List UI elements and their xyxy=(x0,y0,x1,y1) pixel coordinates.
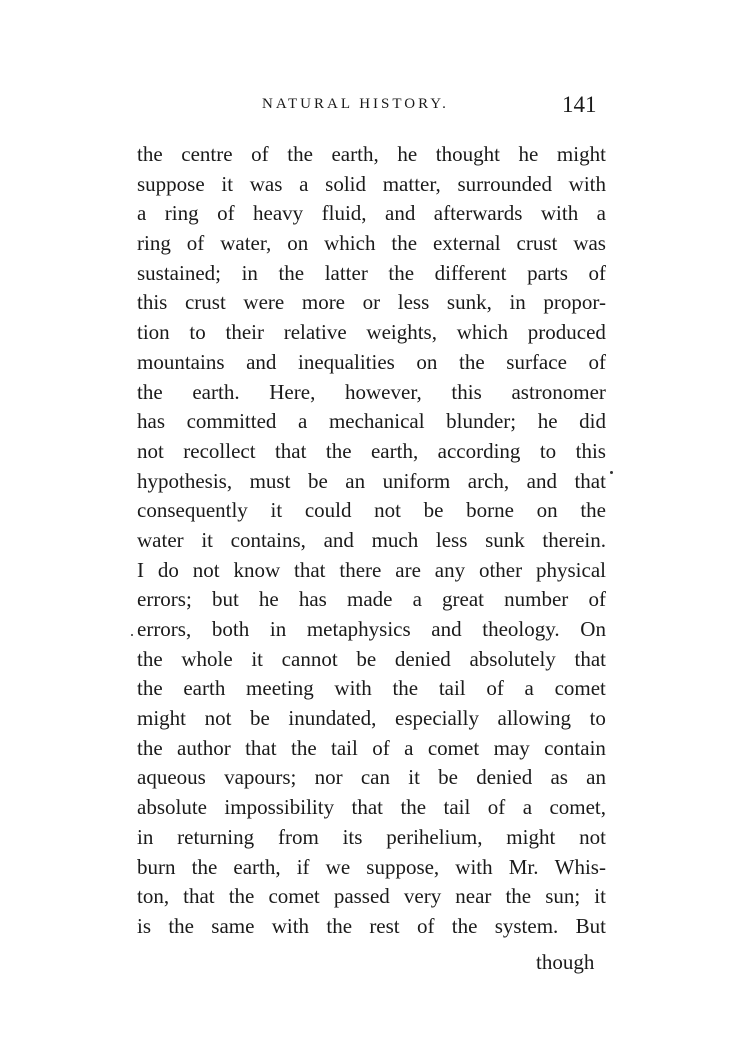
text-line: errors, both in metaphysics and theology. On xyxy=(137,617,606,641)
text-line: in returning from its perihelium, might not xyxy=(137,824,606,849)
text-line: this crust were more or less sunk, in propor- xyxy=(137,290,606,315)
body-text xyxy=(137,140,606,942)
text-line: tion to their relative weights, which produced xyxy=(137,320,606,345)
text-line: might not be inundated, especially allowing to xyxy=(137,706,606,731)
text-line: the earth meeting with the tail of a comet xyxy=(137,676,606,701)
running-head xyxy=(0,92,750,126)
text-line: the author that the tail of a comet may contain xyxy=(137,735,606,760)
text-line: burn the earth, if we suppose, with Mr. Whis- xyxy=(137,854,606,879)
catchword: though xyxy=(536,950,595,974)
text-line: a ring of heavy fluid, and afterwards with a xyxy=(137,201,606,226)
text-line: ton, that the comet passed very near the sun; it xyxy=(137,884,606,909)
text-line: aqueous vapours; nor can it be denied as an xyxy=(137,765,606,790)
running-title: NATURAL HISTORY. xyxy=(262,96,449,112)
text-line: I do not know that there are any other physical xyxy=(137,557,606,582)
text-line: mountains and inequalities on the surface of xyxy=(137,349,606,374)
page-number: 141 xyxy=(562,92,597,117)
text-line: not recollect that the earth, according to this xyxy=(137,438,606,463)
text-line: absolute impossibility that the tail of a comet, xyxy=(137,795,606,820)
text-line: the centre of the earth, he thought he might xyxy=(137,142,606,166)
text-line: water it contains, and much less sunk therein. xyxy=(137,527,606,552)
text-line: hypothesis, must be an uniform arch, and that xyxy=(137,468,606,493)
text-line: the earth. Here, however, this astronomer xyxy=(137,379,606,404)
text-line: consequently it could not be borne on the xyxy=(137,498,606,523)
text-line: ring of water, on which the external crust was xyxy=(137,231,606,256)
text-line: suppose it was a solid matter, surrounded with xyxy=(137,171,606,196)
text-line: the whole it cannot be denied absolutely that xyxy=(137,646,606,671)
text-line: errors; but he has made a great number of xyxy=(137,587,606,612)
ink-speck xyxy=(610,471,613,474)
ink-speck xyxy=(131,634,133,636)
text-line: is the same with the rest of the system. But xyxy=(137,913,606,938)
text-line: has committed a mechanical blunder; he did xyxy=(137,409,606,434)
text-line: sustained; in the latter the different parts of xyxy=(137,260,606,285)
